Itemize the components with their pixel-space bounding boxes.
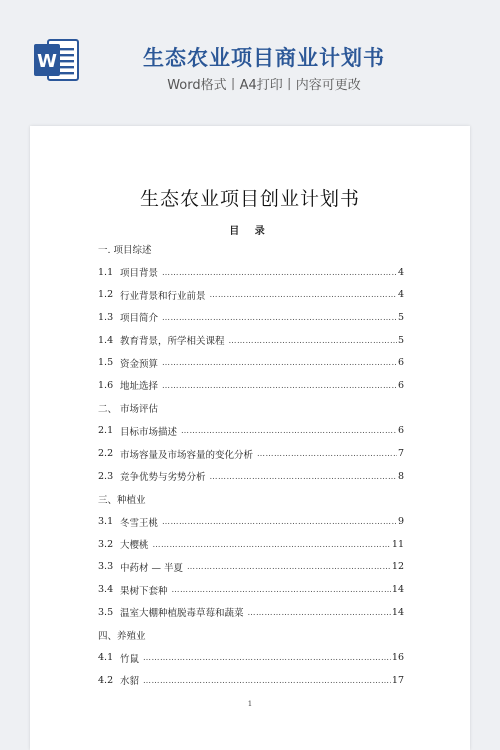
toc-item-page: 11 xyxy=(391,538,404,550)
toc-item-label: 中药材 — 半夏 xyxy=(120,562,184,574)
toc-item-label: 项目简介 xyxy=(120,313,159,325)
toc-dot-leader xyxy=(210,290,397,299)
toc-section-label: 一. 项目综述 xyxy=(98,245,152,257)
toc-item-page: 9 xyxy=(397,516,404,528)
toc-heading: 目 录 xyxy=(229,226,271,237)
toc-item-label: 大樱桃 xyxy=(120,540,149,552)
toc-item-number: 2.3 xyxy=(98,470,114,482)
toc-item xyxy=(98,578,404,601)
toc-dot-leader xyxy=(153,540,391,549)
toc-dot-leader xyxy=(257,449,397,458)
toc-item-number: 3.5 xyxy=(98,606,114,618)
toc-item-number: 4.2 xyxy=(98,674,114,686)
svg-text:W: W xyxy=(37,51,57,72)
toc-item-page: 5 xyxy=(397,311,404,323)
toc-item-label: 教育背景，所学相关课程 xyxy=(120,336,225,348)
toc-item-number: 2.2 xyxy=(98,448,114,460)
toc-item xyxy=(98,442,404,465)
toc-item-label: 项目背景 xyxy=(120,268,159,280)
toc-item-label: 行业背景和行业前景 xyxy=(120,290,206,302)
toc-section xyxy=(98,488,404,511)
toc-dot-leader xyxy=(172,585,391,594)
toc-dot-leader xyxy=(162,517,397,526)
toc-dot-leader xyxy=(210,472,397,481)
toc-dot-leader xyxy=(143,653,391,662)
toc-item-page: 4 xyxy=(397,289,404,301)
toc-item-label: 资金预算 xyxy=(120,358,159,370)
toc-item xyxy=(98,283,404,306)
table-of-contents xyxy=(98,238,404,692)
toc-item-number: 1.4 xyxy=(98,334,114,346)
page-number: 1 xyxy=(247,700,253,708)
toc-item-page: 8 xyxy=(397,470,404,482)
toc-item-number: 1.2 xyxy=(98,289,114,301)
toc-item-label: 竹鼠 xyxy=(120,653,140,665)
toc-item xyxy=(98,533,404,556)
toc-item-number: 1.5 xyxy=(98,357,114,369)
toc-item xyxy=(98,646,404,669)
toc-item-page: 6 xyxy=(397,357,404,369)
toc-section-label: 三、种植业 xyxy=(98,494,146,506)
toc-item-label: 果树下套种 xyxy=(120,585,168,597)
toc-dot-leader xyxy=(162,358,397,367)
toc-item-page: 4 xyxy=(397,266,404,278)
toc-item xyxy=(98,306,404,329)
toc-dot-leader xyxy=(181,426,397,435)
toc-dot-leader xyxy=(162,381,397,390)
toc-item-page: 7 xyxy=(397,448,404,460)
toc-item xyxy=(98,510,404,533)
toc-item-label: 竞争优势与劣势分析 xyxy=(120,472,206,484)
toc-item xyxy=(98,601,404,624)
toc-dot-leader xyxy=(162,313,397,322)
toc-item xyxy=(98,329,404,352)
document-title: 生态农业项目创业计划书 xyxy=(139,188,360,210)
toc-item-number: 1.3 xyxy=(98,311,114,323)
toc-section-label: 四、养殖业 xyxy=(98,631,146,643)
toc-dot-leader xyxy=(162,268,397,277)
toc-item-label: 地址选择 xyxy=(120,381,159,393)
toc-item-number: 4.1 xyxy=(98,652,114,664)
toc-item xyxy=(98,261,404,284)
toc-item-label: 冬雪王桃 xyxy=(120,517,159,529)
toc-item-label: 市场容量及市场容量的变化分析 xyxy=(120,449,254,461)
toc-item-page: 17 xyxy=(391,674,404,686)
toc-item-number: 2.1 xyxy=(98,425,114,437)
toc-dot-leader xyxy=(229,336,397,345)
toc-item-page: 14 xyxy=(391,606,404,618)
toc-item-number: 1.6 xyxy=(98,379,114,391)
toc-item xyxy=(98,374,404,397)
toc-item xyxy=(98,669,404,692)
toc-item-page: 12 xyxy=(391,561,404,573)
toc-item xyxy=(98,556,404,579)
header-banner xyxy=(0,0,500,118)
toc-item-page: 14 xyxy=(391,584,404,596)
toc-section xyxy=(98,624,404,647)
toc-item-number: 3.1 xyxy=(98,516,114,528)
toc-item-page: 6 xyxy=(397,425,404,437)
toc-section xyxy=(98,238,404,261)
toc-item-label: 温室大棚种植脱毒草莓和蔬菜 xyxy=(120,608,244,620)
toc-item xyxy=(98,420,404,443)
toc-section-label: 二、 市场评估 xyxy=(98,404,159,416)
toc-item-label: 水貂 xyxy=(120,676,140,688)
document-page xyxy=(30,126,470,750)
toc-item-number: 3.2 xyxy=(98,538,114,550)
toc-item-page: 6 xyxy=(397,379,404,391)
toc-dot-leader xyxy=(248,608,391,617)
toc-item-number: 1.1 xyxy=(98,266,114,278)
banner-subtitle: Word格式丨A4打印丨内容可更改 xyxy=(167,78,361,93)
toc-item xyxy=(98,351,404,374)
toc-item-number: 3.3 xyxy=(98,561,114,573)
toc-item-label: 目标市场描述 xyxy=(120,426,178,438)
toc-item xyxy=(98,465,404,488)
toc-item-page: 5 xyxy=(397,334,404,346)
toc-dot-leader xyxy=(187,562,391,571)
banner-title: 生态农业项目商业计划书 xyxy=(143,46,385,70)
toc-item-number: 3.4 xyxy=(98,584,114,596)
toc-item-page: 16 xyxy=(391,652,404,664)
toc-section xyxy=(98,397,404,420)
toc-dot-leader xyxy=(143,676,391,685)
